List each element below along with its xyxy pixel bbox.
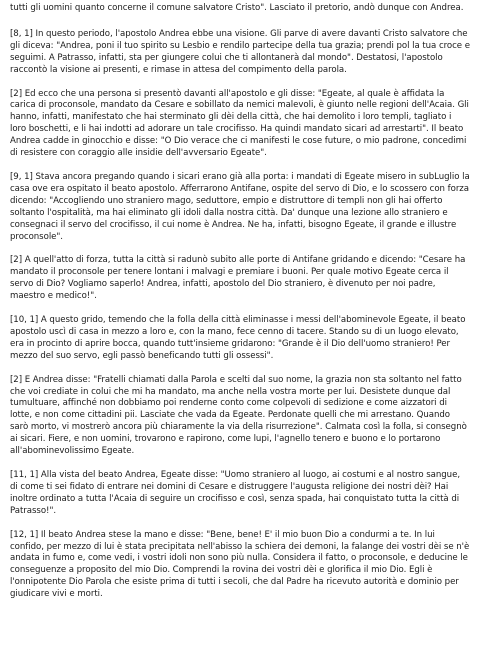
- paragraph-10-1: [10, 1] A questo grido, temendo che la folla della città eliminasse i messi dell'abominevole Egeate, il beato apostolo uscì di casa in mezzo a loro e, con la mano, fece cenno di tacere. Stando su di un luogo elevato, era in procinto di aprire bocca, quando tutt'insieme gridarono: "Grande è il Dio dell'uomo straniero! Per mezzo del suo servo, egli passò beneficando tutti gli ossessi".: [10, 315, 466, 361]
- paragraph-9-2: [2] A quell'atto di forza, tutta la città si radunò subito alle porte di Antifane gridando e dicendo: "Cesare ha mandato il proconsole per tenere lontani i malvagi e premiare i buoni. Per quale motivo Egeate cerca il servo di Dio? Vogliamo saperlo! Andrea, infatti, apostolo del Dio straniero, è divenuto per noi padre, maestro e medico!".: [10, 255, 466, 302]
- paragraph-8-2: [2] Ed ecco che una persona si presentò davanti all'apostolo e gli disse: "Egeate, al quale è affidata la carica di proconsole, mandato da Cesare e sobillato da nemici malevoli, è giunto nelle regioni dell'Acaia. Gli hanno, infatti, manifestato che hai sterminato gli dèi della città, che hai demolito i loro templi, tagliato i loro boschetti, e li hai indotti ad adorare un tale crocifisso. Ha quindi mandato sicari ad arrestarti". Il beato Andrea cadde in ginocchio e disse: "O Dio verace che ci manifesti le cose future, o mio padrone, concedimi di resistere con coraggio alle insidie dell'avversario Egeate".: [10, 88, 469, 159]
- paragraph-11-1: [11, 1] Alla vista del beato Andrea, Egeate disse: "Uomo straniero al luogo, ai costumi e al nostro sangue, di come ti sei fidato di entrare nei domini di Cesare e distruggere l'augusta religione dei nostri dèi? Hai inoltre ordinato a tutta l'Acaia di seguire un crocifisso e così, senza spada, hai conquistato tutta la città di Patrasso!".: [10, 470, 461, 516]
- paragraph-9-1: [9, 1] Stava ancora pregando quando i sicari erano già alla porta: i mandati di Egeate misero in subLuglio la casa ove era ospitato il beato apostolo. Afferrarono Antifane, ospite del servo di Dio, e lo scossero con forza dicendo: "Accogliendo uno straniero mago, seduttore, empio e distruttore di templi non gli hai offerto soltanto l'ospitalità, ma hai eliminato gli idoli dalla nostra città. Da' dunque una lezione allo straniero e consegnaci il servo del crocifisso, il cui nome è Andrea. Ne ha, infatti, bisogno Egeate, il grande e illustre proconsole".: [10, 171, 470, 242]
- paragraph-intro-continuation: tutti gli uomini quanto concerne il comune salvatore Cristo". Lasciato il pretorio, andò dunque con Andrea.: [10, 3, 464, 13]
- paragraph-10-2: [2] E Andrea disse: "Fratelli chiamati dalla Parola e scelti dal suo nome, la grazia non sta soltanto nel fatto che voi crediate in colui che mi ha mandato, ma anche nella vostra morte per lui. Desistete dunque dal tumultuare, affinché non dobbiamo poi renderne conto come colpevoli di sedizione e come aizzatori di lotte, e non come cittadini pii. Lasciate che vada da Egeate. Perdonate quelli che mi arrestano. Quando sarò morto, vi mostrerò ancora più chiaramente la via della risurrezione". Calmata così la folla, si consegnò ai sicari. Fiere, e non uomini, trovarono e rapirono, come lupi, l'agnello tenero e buono e lo portarono all'abominevolissimo Egeate.: [10, 374, 467, 457]
- paragraph-12-1: [12, 1] Il beato Andrea stese la mano e disse: "Bene, bene! E' il mio buon Dio a condurmi a te. In lui confido, per mezzo di lui è stata precipitata nell'abisso la schiera dei demoni, la falange dei vostri dèi se n'è andata in fumo e, come vedi, i vostri idoli non sono più nulla. Considera il fatto, o proconsole, e deducine le conseguenze a proposito del mio Dio. Comprendi la rovina dei vostri dèi e glorifica il mio Dio. Egli è l'onnipotente Dio Parola che esiste prima di tutti i secoli, che dal Padre ha ricevuto autorità e dominio per giudicare vivi e morti.: [10, 529, 470, 600]
- paragraph-8-1: [8, 1] In questo periodo, l'apostolo Andrea ebbe una visione. Gli parve di avere davanti Cristo salvatore che gli diceva: "Andrea, poni il tuo spirito su Lesbio e rendilo partecipe della tua grazia; prendi pol la tua croce e seguimi. A Patrasso, infatti, sta per giungere colui che ti allontanerà dal mondo". Destatosi, l'apostolo raccontò la visione ai presenti, e rimase in attesa del compimento della parola.: [10, 28, 470, 75]
